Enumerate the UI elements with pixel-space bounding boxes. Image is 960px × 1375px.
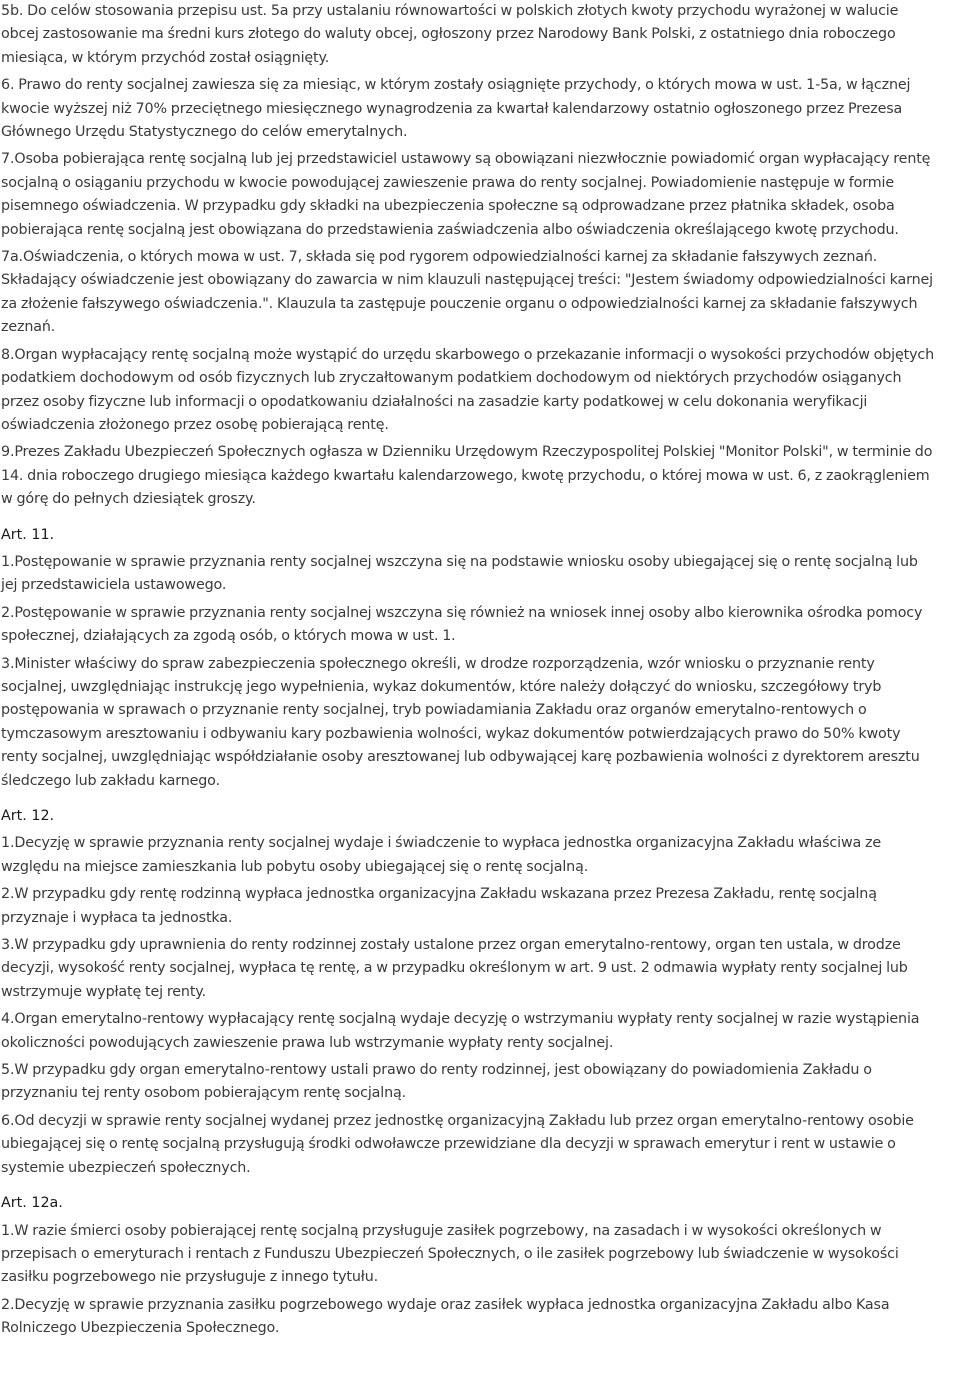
section-art-12 xyxy=(1,805,938,1180)
article-paragraph: 3.W przypadku gdy uprawnienia do renty rodzinnej zostały ustalone przez organ emerytalno-rentowy, organ ten ustala, w drodze decyzji, wysokość renty socjalnej, wypłaca tę rentę, a w przypadku określonym w art. 9 ust. 2 odmawia wypłaty renty socjalnej lub wstrzymuje wypłatę tej renty. xyxy=(1,937,908,1000)
article-heading: Art. 11. xyxy=(1,526,55,543)
article-paragraph: 3.Minister właściwy do spraw zabezpieczenia społecznego określi, w drodze rozporządzenia, wzór wniosku o przyznanie renty socjalnej, uwzględniając instrukcję jego wypełnienia, wykaz dokumentów, które należy dołączyć do wniosku, szczegółowy tryb postępowania w sprawach o przyznanie renty socjalnej, tryb powiadamiania Zakładu oraz organów emerytalno-rentowych o tymczasowym aresztowaniu i odbywaniu kary pozbawienia wolności, wykaz dokumentów potwierdzających prawo do 50% kwoty renty socjalnej, uwzględniając współdziałanie osoby aresztowanej lub odbywającej karę pozbawienia wolności z dyrektorem aresztu śledczego lub zakładu karnego. xyxy=(1,655,920,789)
paragraph-9: 9.Prezes Zakładu Ubezpieczeń Społecznych ogłasza w Dzienniku Urzędowym Rzeczypospolitej Polskiej "Monitor Polski", w terminie do 14. dnia roboczego drugiego miesiąca każdego kwartału kalendarzowego, kwotę przychodu, o której mowa w ust. 6, z zaokrągleniem w górę do pełnych dziesiątek groszy. xyxy=(1,444,933,508)
article-paragraph: 5.W przypadku gdy organ emerytalno-rentowy ustali prawo do renty rodzinnej, jest obowiązany do powiadomienia Zakładu o przyznaniu tej renty osobom pobierającym rentę socjalną. xyxy=(1,1062,872,1102)
article-heading: Art. 12a. xyxy=(1,1195,63,1212)
article-paragraph: 6.Od decyzji w sprawie renty socjalnej wydanej przez jednostkę organizacyjną Zakładu lub przez organ emerytalno-rentowy osobie ubiegającej się o rentę socjalną przysługują środki odwoławcze przewidziane dla decyzji w sprawach emerytur i rent w ustawie o systemie ubezpieczeń społecznych. xyxy=(1,1112,914,1176)
paragraph-7: 7.Osoba pobierająca rentę socjalną lub jej przedstawiciel ustawowy są obowiązani niezwłocznie powiadomić organ wypłacający rentę socjalną o osiąganiu przychodu w kwocie powodującej zawieszenie prawa do renty socjalnej. Powiadomienie następuje w formie pisemnego oświadczenia. W przypadku gdy składki na ubezpieczenia społeczne są odprowadzane przez płatnika składek, osoba pobierająca rentę socjalną jest obowiązana do przedstawienia zaświadczenia albo oświadczenia określającego kwotę przychodu. xyxy=(1,151,931,238)
article-paragraph: 1.Decyzję w sprawie przyznania renty socjalnej wydaje i świadczenie to wypłaca jednostka organizacyjna Zakładu właściwa ze względu na miejsce zamieszkania lub pobytu osoby ubiegającej się o rentę socjalną. xyxy=(1,835,882,875)
section-art-12a xyxy=(1,1192,938,1340)
paragraph-6: 6. Prawo do renty socjalnej zawiesza się za miesiąc, w którym zostały osiągnięte przychody, o których mowa w ust. 1-5a, w łącznej kwocie wyższej niż 70% przeciętnego miesięcznego wynagrodzenia za kwartał kalendarzowy ostatnio ogłoszonego przez Prezesa Głównego Urzędu Statystycznego do celów emerytalnych. xyxy=(1,77,911,141)
article-paragraph: 1.W razie śmierci osoby pobierającej rentę socjalną przysługuje zasiłek pogrzebowy, na zasadach i w wysokości określonych w przepisach o emeryturach i rentach z Funduszu Ubezpieczeń Społecznych, o ile zasiłek pogrzebowy lub świadczenie w wysokości zasiłku pogrzebowego nie przysługuje z innego tytułu. xyxy=(1,1222,899,1286)
article-paragraph: 2.Postępowanie w sprawie przyznania renty socjalnej wszczyna się również na wniosek innej osoby albo kierownika ośrodka pomocy społecznej, działających za zgodą osób, o których mowa w ust. 1. xyxy=(1,604,923,645)
article-paragraph: 2.W przypadku gdy rentę rodzinną wypłaca jednostka organizacyjna Zakładu wskazana przez Prezesa Zakładu, rentę socjalną przyznaje i wypłaca ta jednostka. xyxy=(1,886,877,926)
article-paragraph: 2.Decyzję w sprawie przyznania zasiłku pogrzebowego wydaje oraz zasiłek wypłaca jednostka organizacyjna Zakładu albo Kasa Rolniczego Ubezpieczenia Społecznego. xyxy=(1,1296,890,1337)
paragraph-7a: 7a.Oświadczenia, o których mowa w ust. 7, składa się pod rygorem odpowiedzialności karnej za składanie fałszywych zeznań. Składający oświadczenie jest obowiązany do zawarcia w nim klauzuli następującej treści: "Jestem świadomy odpowiedzialności karnej za złożenie fałszywego oświadczenia.". Klauzula ta zastępuje pouczenie organu o odpowiedzialności karnej za składanie fałszywych zeznań. xyxy=(1,249,933,336)
article-paragraph: 4.Organ emerytalno-rentowy wypłacający rentę socjalną wydaje decyzję o wstrzymaniu wypłaty renty socjalnej w razie wystąpienia okoliczności powodujących zawieszenie prawa lub wstrzymanie wypłaty renty socjalnej. xyxy=(1,1011,920,1051)
article-paragraph: 1.Postępowanie w sprawie przyznania renty socjalnej wszczyna się na podstawie wniosku osoby ubiegającej się o rentę socjalną lub jej przedstawiciela ustawowego. xyxy=(1,553,918,594)
section-pre xyxy=(1,0,938,512)
paragraph-5b: 5b. Do celów stosowania przepisu ust. 5a przy ustalaniu równowartości w polskich złotych kwoty przychodu wyrażonej w walucie obcej zastosowanie ma średni kurs złotego do waluty obcej, ogłoszony przez Narodowy Bank Polski, z ostatniego dnia roboczego miesiąca, w którym przychód został osiągnięty. xyxy=(1,3,899,66)
article-heading: Art. 12. xyxy=(1,808,55,824)
section-art-11 xyxy=(1,524,938,793)
paragraph-8: 8.Organ wypłacający rentę socjalną może wystąpić do urzędu skarbowego o przekazanie informacji o wysokości przychodów objętych podatkiem dochodowym od osób fizycznych lub zryczałtowanym podatkiem dochodowym od niektórych przychodów osiąganych przez osoby fizyczne lub informacji o opodatkowaniu działalności na zasadzie karty podatkowej w celu dokonania weryfikacji oświadczenia złożonego przez osobę pobierającą rentę. xyxy=(1,346,935,433)
